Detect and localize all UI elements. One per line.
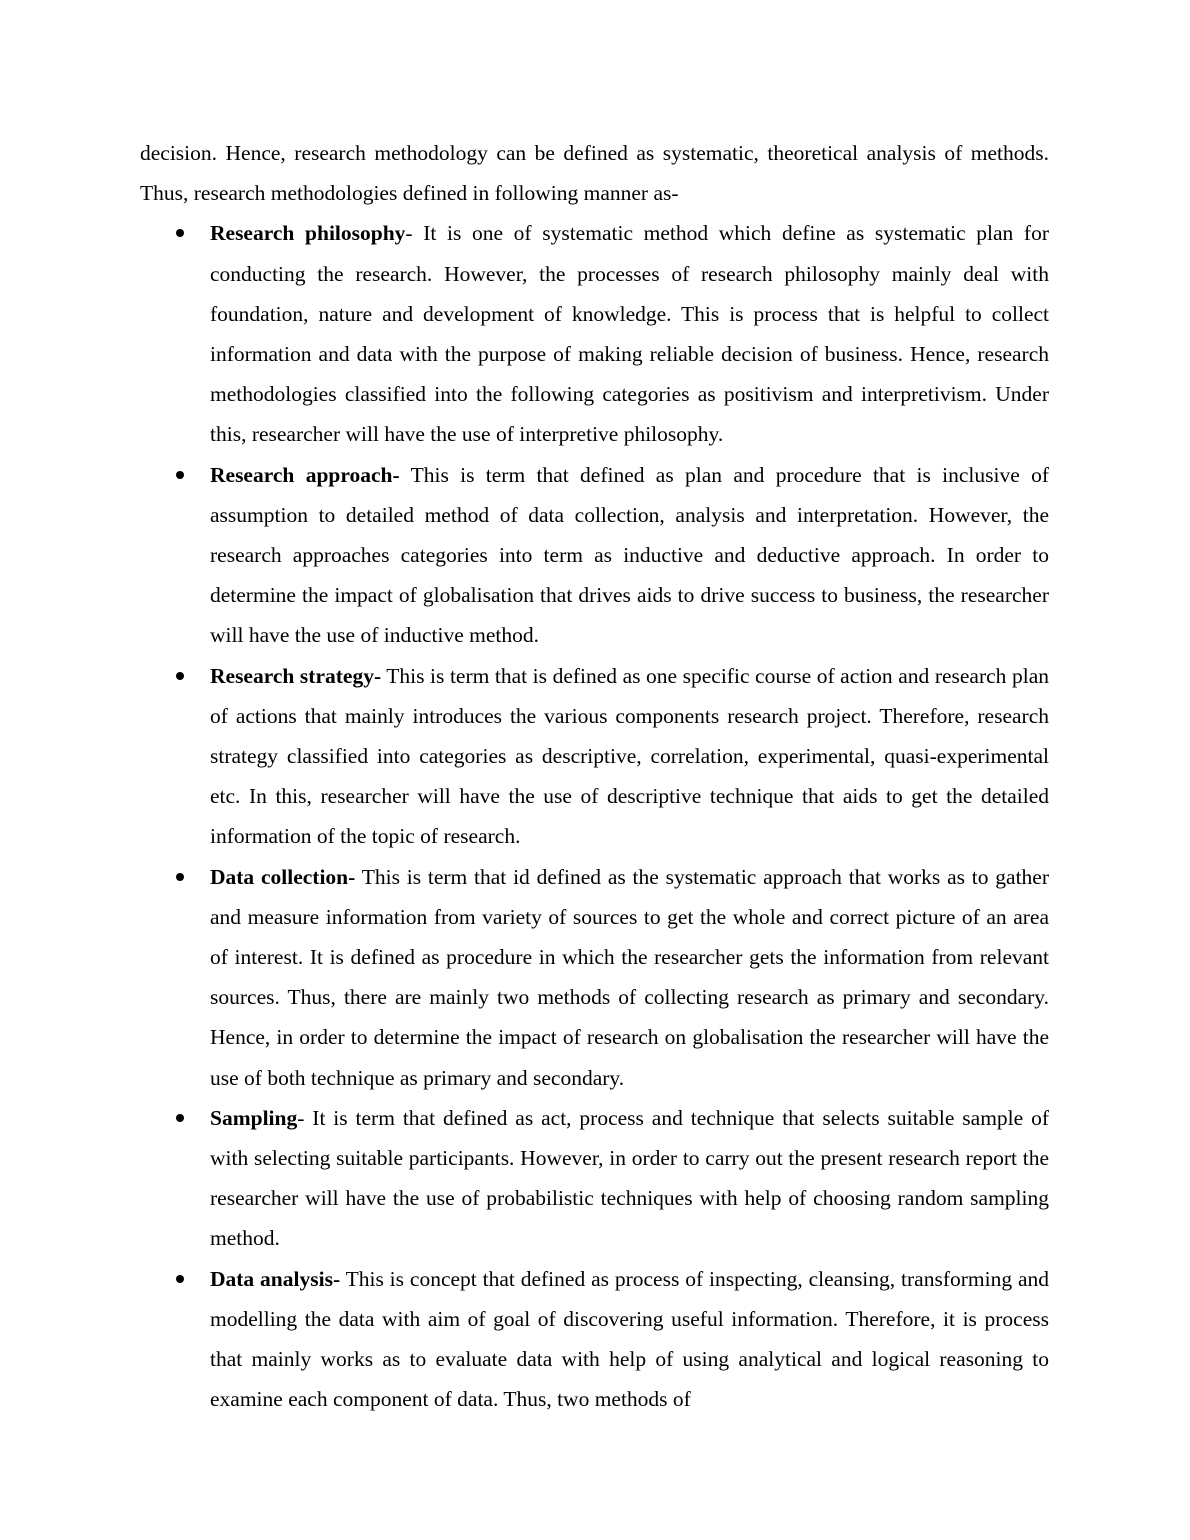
bullet-icon [176, 1275, 184, 1283]
list-item-text: - It is one of systematic method which define as systematic plan for conducting the research. However, the processes of research philosophy mainly deal with foundation, nature and development of knowledge. This is process that is helpful to collect information and data with the purpose of making reliable decision of business. Hence, research methodologies classified into the following categories as positivism and interpretivism. Under this, researcher will have the use of interpretive philosophy. [210, 221, 1049, 447]
list-item-text: This is concept that defined as process of inspecting, cleansing, transforming and modelling the data with aim of goal of discovering useful information. Therefore, it is process that mainly works as to evaluate data with help of using analytical and logical reasoning to examine each component of data. Thus, two methods of [210, 1266, 1050, 1412]
bullet-icon [176, 229, 184, 237]
list-item [140, 1259, 1049, 1420]
list-item-text: This is term that id defined as the systematic approach that works as to gather and measure information from variety of sources to get the whole and correct picture of an area of interest. It is defined as procedure in which the researcher gets the information from relevant sources. Thus, there are mainly two methods of collecting research as primary and secondary. Hence, in order to determine the impact of research on globalisation the researcher will have the use of both technique as primary and secondary. [210, 864, 1050, 1090]
intro-paragraph: decision. Hence, research methodology can be defined as systematic, theoretical analysis of methods. Thus, research methodologies defined in following manner as- [140, 141, 1049, 206]
list-item [140, 857, 1049, 1098]
list-item-term: Research strategy- [210, 663, 382, 688]
list-item-text: This is term that is defined as one specific course of action and research plan of actions that mainly introduces the various components research project. Therefore, research strategy classified into categories as descriptive, correlation, experimental, quasi-experimental etc. In this, researcher will have the use of descriptive technique that aids to get the detailed information of the topic of research. [210, 663, 1049, 849]
list-item-term: Data collection- [210, 864, 356, 889]
list-item-text: This is term that defined as plan and procedure that is inclusive of assumption to detailed method of data collection, analysis and interpretation. However, the research approaches categories into term as inductive and deductive approach. In order to determine the impact of globalisation that drives aids to drive success to business, the researcher will have the use of inductive method. [210, 462, 1049, 648]
bullet-icon [176, 873, 184, 881]
list-item [140, 213, 1049, 454]
list-item-term: Research philosophy [210, 221, 406, 246]
list-item-term: Sampling [210, 1105, 298, 1130]
list-item [140, 1098, 1049, 1259]
bullet-icon [176, 1114, 184, 1122]
methodology-list [140, 213, 1049, 1419]
bullet-icon [176, 471, 184, 479]
bullet-icon [176, 672, 184, 680]
list-item-term: Research approach- [210, 462, 400, 487]
document-body [140, 133, 1049, 1420]
list-item [140, 656, 1049, 857]
list-item-term: Data analysis- [210, 1266, 341, 1291]
list-item-text: - It is term that defined as act, process and technique that selects suitable sample of with selecting suitable participants. However, in order to carry out the present research report the researcher will have the use of probabilistic techniques with help of choosing random sampling method. [210, 1105, 1049, 1251]
list-item [140, 455, 1049, 656]
